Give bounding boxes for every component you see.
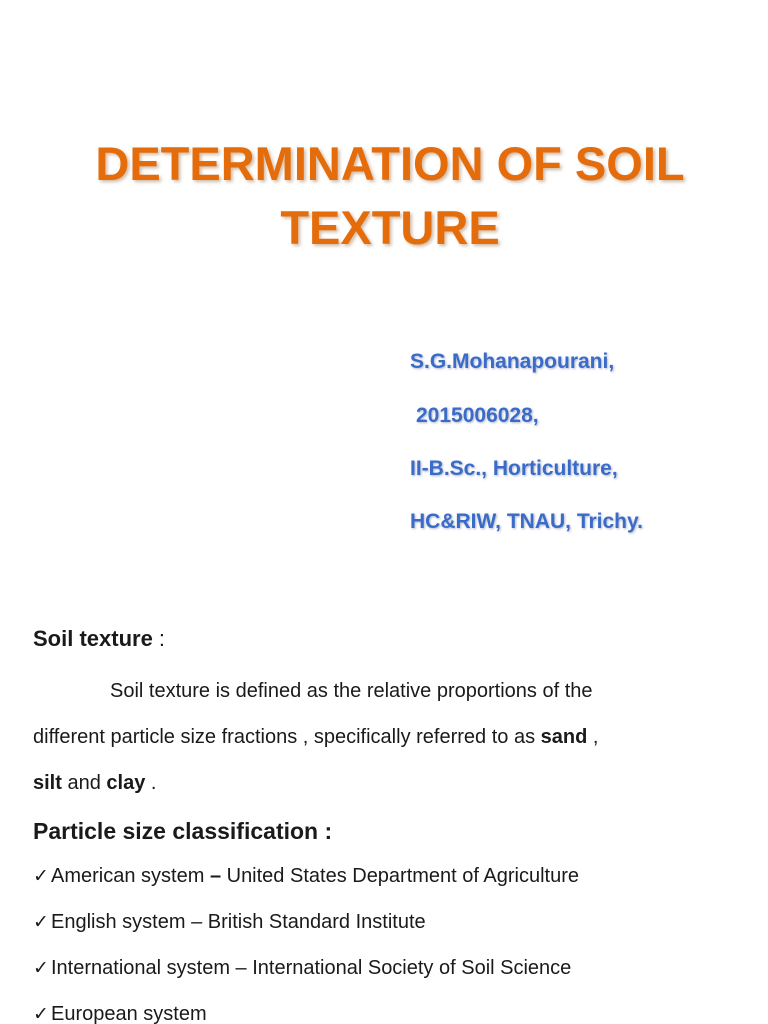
- system-body: International Society of Soil Science: [246, 957, 572, 979]
- paragraph-text: Soil texture is defined as the relative proportions of the: [110, 680, 593, 702]
- paragraph-line-2: [33, 726, 598, 749]
- dash: –: [191, 911, 203, 933]
- author-institution: HC&RIW, TNAU, Trichy.: [410, 510, 643, 533]
- checkmark-icon: ✓: [33, 866, 49, 887]
- list-item: [33, 865, 579, 888]
- content-section: [0, 610, 768, 1024]
- list-item: [33, 911, 426, 934]
- title-line-1: DETERMINATION OF SOIL: [95, 137, 685, 190]
- system-body: United States Department of Agriculture: [221, 865, 580, 887]
- checkmark-icon: ✓: [33, 1004, 49, 1024]
- paragraph-text: different particle size fractions , specifically referred to as: [33, 726, 541, 748]
- system-body: British Standard Institute: [202, 911, 426, 933]
- list-item: [33, 957, 571, 980]
- paragraph-line-1: [110, 680, 593, 703]
- page-title: [40, 132, 740, 260]
- term-silt: silt: [33, 772, 62, 794]
- paragraph-line-3: [33, 772, 156, 795]
- system-name: American system: [51, 865, 210, 887]
- checkmark-icon: ✓: [33, 958, 49, 979]
- section-heading-soil-texture: [33, 626, 165, 652]
- paragraph-text: ,: [587, 726, 599, 748]
- checkmark-icon: ✓: [33, 912, 49, 933]
- system-name: International system: [51, 957, 236, 979]
- dash: –: [235, 957, 247, 979]
- heading-text: Soil texture: [33, 626, 153, 651]
- heading-colon: :: [152, 626, 166, 651]
- title-line-2: TEXTURE: [280, 201, 500, 254]
- author-course: II-B.Sc., Horticulture,: [410, 457, 618, 480]
- paragraph-text: .: [145, 772, 157, 794]
- dash: –: [209, 865, 222, 887]
- system-name: European system: [51, 1003, 207, 1024]
- list-item: [33, 1003, 207, 1024]
- term-clay: clay: [106, 772, 146, 794]
- author-name: S.G.Mohanapourani,: [410, 350, 615, 373]
- system-name: English system: [51, 911, 192, 933]
- author-id: 2015006028,: [416, 404, 539, 427]
- paragraph-text: and: [61, 772, 107, 794]
- term-sand: sand: [540, 726, 588, 748]
- section-heading-particle-classification: Particle size classification :: [33, 818, 333, 844]
